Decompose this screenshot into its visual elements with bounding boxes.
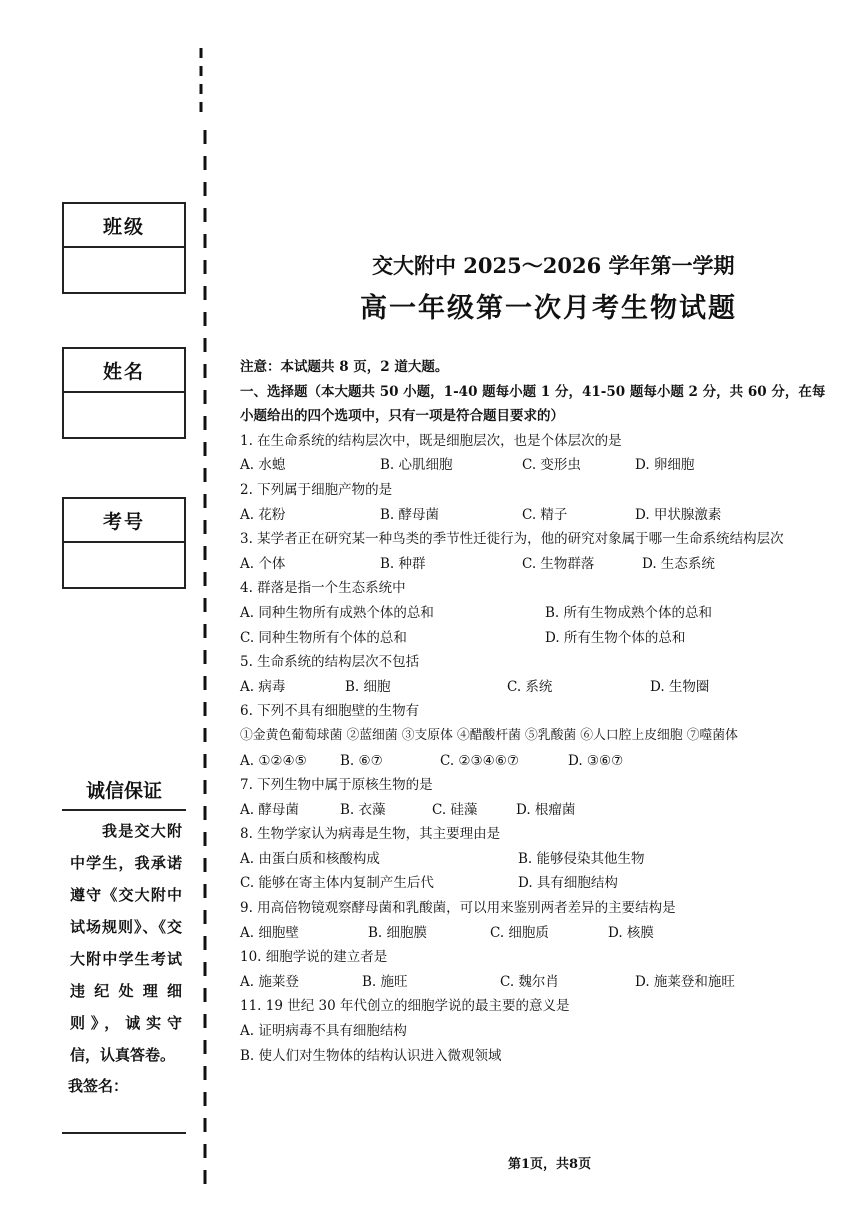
option: B. 心肌细胞 xyxy=(380,457,453,474)
option: B. 施旺 xyxy=(362,973,408,990)
option: C. 能够在寄主体内复制产生后代 xyxy=(240,875,434,892)
option: D. ③⑥⑦ xyxy=(568,752,624,769)
option: C. ②③④⑥⑦ xyxy=(440,752,519,769)
name-label: 姓名 xyxy=(64,349,184,393)
option: C. 变形虫 xyxy=(522,457,581,474)
option: D. 施莱登和施旺 xyxy=(635,973,735,990)
exam-title: 高一年级第一次月考生物试题 xyxy=(360,293,737,324)
page-number: 第1页，共8页 xyxy=(508,1157,592,1172)
option: B. 衣藻 xyxy=(340,801,386,818)
option: D. 卵细胞 xyxy=(635,457,695,474)
option: C. 生物群落 xyxy=(522,555,595,572)
option: A. 个体 xyxy=(240,555,286,572)
option: A. 酵母菌 xyxy=(240,801,299,818)
option: A. ①②④⑤ xyxy=(240,752,307,769)
option: D. 生物圈 xyxy=(650,678,710,695)
option: A. 施莱登 xyxy=(240,973,299,990)
option: C. 系统 xyxy=(507,678,553,695)
option-row xyxy=(240,921,845,946)
name-field[interactable] xyxy=(62,347,186,439)
option: A. 证明病毒不具有细胞结构 xyxy=(240,1023,407,1040)
question-stem: 4. 群落是指一个生态系统中 xyxy=(240,580,406,597)
option: B. 使人们对生物体的结构认识进入微观领域 xyxy=(240,1047,502,1064)
option: A. 由蛋白质和核酸构成 xyxy=(240,850,380,867)
question-stem: 3. 某学者正在研究某一种鸟类的季节性迁徙行为，他的研究对象属于哪一生命系统结构层次 xyxy=(240,531,784,548)
option-row xyxy=(240,552,845,577)
exam-number-blank[interactable] xyxy=(64,543,184,587)
question-stem: 5. 生命系统的结构层次不包括 xyxy=(240,654,420,671)
option-row xyxy=(240,871,845,896)
question-stem: 11. 19 世纪 30 年代创立的细胞学说的最主要的意义是 xyxy=(240,998,570,1015)
pledge-body: 我是交大附中学生，我承诺遵守《交大附中试场规则》、《交大附中学生考试违纪处理细则》，诚实守信，认真答卷。 xyxy=(70,822,182,1064)
option: A. 病毒 xyxy=(240,678,286,695)
section-heading: 一、选择题（本大题共 50 小题，1-40 题每小题 1 分，41-50 题每小题 2 分，共 60 分，在每 xyxy=(240,383,826,400)
binding-dashed-line xyxy=(198,40,212,1190)
option: B. 细胞 xyxy=(345,678,391,695)
option-row xyxy=(240,675,845,700)
notice: 注意：本试题共 8 页，2 道大题。 xyxy=(240,359,449,375)
option: D. 根瘤菌 xyxy=(516,801,576,818)
option: B. 细胞膜 xyxy=(368,924,428,941)
option: D. 核膜 xyxy=(608,924,654,941)
option: A. 水螅 xyxy=(240,457,286,474)
option: B. 能够侵染其他生物 xyxy=(518,850,645,867)
question-stem: 2. 下列属于细胞产物的是 xyxy=(240,481,393,498)
option: B. ⑥⑦ xyxy=(340,752,383,769)
question-area xyxy=(240,355,845,1068)
question-stem: 9. 用高倍物镜观察酵母菌和乳酸菌，可以用来鉴别两者差异的主要结构是 xyxy=(240,900,676,917)
signature-label: 我签名： xyxy=(68,1077,129,1095)
question-stem: 8. 生物学家认为病毒是生物，其主要理由是 xyxy=(240,826,501,843)
option: C. 魏尔肖 xyxy=(500,973,559,990)
question-items: ①金黄色葡萄球菌 ②蓝细菌 ③支原体 ④醋酸杆菌 ⑤乳酸菌 ⑥人口腔上皮细胞 ⑦噬菌体 xyxy=(240,727,738,743)
name-blank[interactable] xyxy=(64,393,184,437)
section-heading-cont: 小题给出的四个选项中，只有一项是符合题目要求的） xyxy=(240,408,564,425)
option-row xyxy=(240,798,845,823)
question-stem: 6. 下列不具有细胞壁的生物有 xyxy=(240,703,420,720)
option-row xyxy=(240,601,845,626)
option: A. 细胞壁 xyxy=(240,924,299,941)
question-stem: 1. 在生命系统的结构层次中，既是细胞层次，也是个体层次的是 xyxy=(240,432,622,449)
option-row xyxy=(240,970,845,995)
option: B. 酵母菌 xyxy=(380,506,440,523)
signature-line[interactable] xyxy=(62,1132,186,1134)
option: C. 硅藻 xyxy=(432,801,478,818)
option: D. 生态系统 xyxy=(642,555,715,572)
question-stem: 7. 下列生物中属于原核生物的是 xyxy=(240,777,433,794)
option: D. 具有细胞结构 xyxy=(518,875,618,892)
exam-number-field[interactable] xyxy=(62,497,186,589)
option-row xyxy=(240,847,845,872)
class-field[interactable] xyxy=(62,202,186,294)
option: A. 花粉 xyxy=(240,506,286,523)
option: C. 同种生物所有个体的总和 xyxy=(240,629,407,646)
exam-number-label: 考号 xyxy=(64,499,184,543)
option: A. 同种生物所有成熟个体的总和 xyxy=(240,604,434,621)
option: B. 种群 xyxy=(380,555,426,572)
class-blank[interactable] xyxy=(64,248,184,292)
option: C. 细胞质 xyxy=(490,924,549,941)
option-row xyxy=(240,626,845,651)
question-stem: 10. 细胞学说的建立者是 xyxy=(240,949,388,966)
pledge-title: 诚信保证 xyxy=(62,776,186,811)
option: C. 精子 xyxy=(522,506,568,523)
option-row xyxy=(240,453,845,478)
option: B. 所有生物成熟个体的总和 xyxy=(545,604,713,621)
option: D. 所有生物个体的总和 xyxy=(545,629,686,646)
option-row xyxy=(240,749,845,774)
school-term-title: 交大附中 2025～2026 学年第一学期 xyxy=(372,253,735,278)
option-row xyxy=(240,503,845,528)
option: D. 甲状腺激素 xyxy=(635,506,722,523)
class-label: 班级 xyxy=(64,204,184,248)
